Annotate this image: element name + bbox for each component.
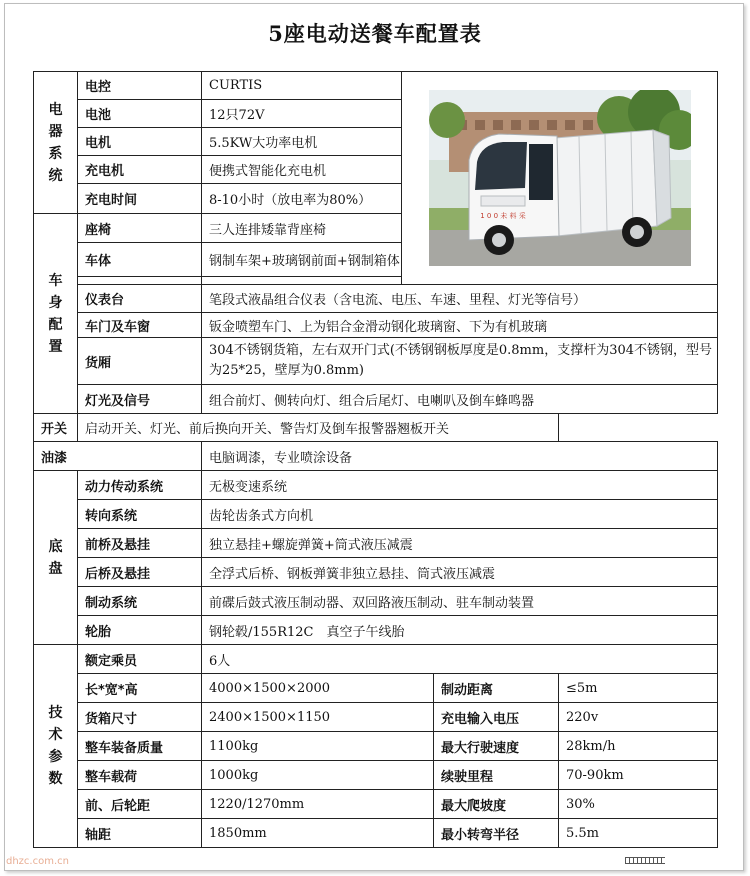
row-label: 前、后轮距 bbox=[78, 790, 202, 819]
table-row bbox=[34, 587, 718, 616]
row-label: 动力传动系统 bbox=[78, 471, 202, 500]
row-value: 笔段式液晶组合仪表（含电流、电压、车速、里程、灯光等信号） bbox=[202, 285, 718, 313]
row-value: 304不锈钢货箱，左右双开门式(不锈钢钢板厚度是0.8mm，支撑杆为304不锈钢，型号为25*25，壁厚为0.8mm) bbox=[202, 338, 718, 385]
row-value: 6人 bbox=[202, 645, 718, 674]
row-value: 启动开关、灯光、前后换向开关、警告灯及倒车报警器翘板开关 bbox=[78, 414, 559, 442]
table-row bbox=[34, 442, 718, 471]
section-paint: 油漆 bbox=[34, 442, 202, 471]
table-row bbox=[34, 761, 718, 790]
row-value: 12只72V bbox=[202, 100, 402, 128]
table-row bbox=[34, 313, 718, 338]
row-value: 5.5KW大功率电机 bbox=[202, 128, 402, 156]
row-label: 座椅 bbox=[78, 214, 202, 243]
table-row bbox=[34, 616, 718, 645]
row-value: 8-10小时（放电率为80%） bbox=[202, 184, 402, 214]
row-value: 1000kg bbox=[202, 761, 434, 790]
row-label: 车体 bbox=[78, 243, 202, 277]
row-value-2: 30% bbox=[559, 790, 718, 819]
row-label: 开关 bbox=[34, 414, 78, 442]
table-row bbox=[34, 500, 718, 529]
table-row bbox=[34, 385, 718, 414]
table-row bbox=[34, 645, 718, 674]
table-row bbox=[34, 471, 718, 500]
row-label: 仪表台 bbox=[78, 285, 202, 313]
table-row bbox=[34, 674, 718, 703]
row-label: 充电时间 bbox=[78, 184, 202, 214]
row-value: 齿轮齿条式方向机 bbox=[202, 500, 718, 529]
table-row bbox=[34, 338, 718, 385]
scale-bar bbox=[625, 857, 665, 864]
table-row bbox=[34, 72, 718, 100]
row-value: 便携式智能化充电机 bbox=[202, 156, 402, 184]
row-label-2: 最大行驶速度 bbox=[434, 732, 559, 761]
row-value-2: 70-90km bbox=[559, 761, 718, 790]
row-value: 三人连排矮靠背座椅 bbox=[202, 214, 402, 243]
row-label: 轮胎 bbox=[78, 616, 202, 645]
page-title: 5座电动送餐车配置表 bbox=[268, 21, 482, 46]
row-label-2: 最小转弯半径 bbox=[434, 819, 559, 848]
row-label: 货箱尺寸 bbox=[78, 703, 202, 732]
row-value-2: ≤5m bbox=[559, 674, 718, 703]
watermark: dhzc.com.cn bbox=[6, 856, 69, 867]
row-label: 后桥及悬挂 bbox=[78, 558, 202, 587]
row-value: 组合前灯、侧转向灯、组合后尾灯、电喇叭及倒车蜂鸣器 bbox=[202, 385, 718, 414]
row-value-2: 220v bbox=[559, 703, 718, 732]
row-label: 整车载荷 bbox=[78, 761, 202, 790]
table-row bbox=[34, 790, 718, 819]
row-value: 电脑调漆，专业喷涂设备 bbox=[202, 442, 718, 471]
row-value: 1850mm bbox=[202, 819, 434, 848]
spec-table bbox=[33, 71, 718, 848]
row-label: 车门及车窗 bbox=[78, 313, 202, 338]
table-row bbox=[34, 529, 718, 558]
van-side-text: 1 0 0 未 料 采 bbox=[479, 212, 526, 220]
row-label: 整车装备质量 bbox=[78, 732, 202, 761]
row-label: 额定乘员 bbox=[78, 645, 202, 674]
row-label: 充电机 bbox=[78, 156, 202, 184]
row-value: 全浮式后桥、钢板弹簧非独立悬挂、筒式液压减震 bbox=[202, 558, 718, 587]
row-label-2: 制动距离 bbox=[434, 674, 559, 703]
row-value: 4000×1500×2000 bbox=[202, 674, 434, 703]
row-label-2: 最大爬坡度 bbox=[434, 790, 559, 819]
table-row bbox=[34, 703, 718, 732]
row-label: 前桥及悬挂 bbox=[78, 529, 202, 558]
row-value: CURTIS bbox=[202, 72, 402, 100]
row-value-2: 28km/h bbox=[559, 732, 718, 761]
row-label-2: 续驶里程 bbox=[434, 761, 559, 790]
row-value: 2400×1500×1150 bbox=[202, 703, 434, 732]
table-row bbox=[34, 558, 718, 587]
row-value: 独立悬挂+螺旋弹簧+筒式液压减震 bbox=[202, 529, 718, 558]
row-label: 长*宽*高 bbox=[78, 674, 202, 703]
row-value: 前碟后鼓式液压制动器、双回路液压制动、驻车制动装置 bbox=[202, 587, 718, 616]
row-value: 1220/1270mm bbox=[202, 790, 434, 819]
table-row bbox=[34, 732, 718, 761]
row-value: 钢制车架+玻璃钢前面+钢制箱体 bbox=[202, 243, 402, 277]
table-row bbox=[34, 414, 718, 442]
row-label: 货厢 bbox=[78, 338, 202, 385]
row-label: 电控 bbox=[78, 72, 202, 100]
row-value: 无极变速系统 bbox=[202, 471, 718, 500]
row-value-2: 5.5m bbox=[559, 819, 718, 848]
row-label-2: 充电输入电压 bbox=[434, 703, 559, 732]
section-body: 车身配置 bbox=[34, 214, 78, 414]
row-label: 电池 bbox=[78, 100, 202, 128]
section-electrical: 电器系统 bbox=[34, 72, 78, 214]
row-value: 1100kg bbox=[202, 732, 434, 761]
row-label: 电机 bbox=[78, 128, 202, 156]
row-label: 转向系统 bbox=[78, 500, 202, 529]
vehicle-photo-cell bbox=[402, 72, 718, 285]
row-value: 钢轮毂/155R12C 真空子午线胎 bbox=[202, 616, 718, 645]
electric-food-delivery-van-image bbox=[429, 90, 691, 266]
row-label: 灯光及信号 bbox=[78, 385, 202, 414]
row-label: 轴距 bbox=[78, 819, 202, 848]
row-label: 制动系统 bbox=[78, 587, 202, 616]
section-chassis: 底盘 bbox=[34, 471, 78, 645]
table-row bbox=[34, 819, 718, 848]
table-row bbox=[34, 285, 718, 313]
row-value: 钣金喷塑车门、上为铝合金滑动钢化玻璃窗、下为有机玻璃 bbox=[202, 313, 718, 338]
section-tech: 技术参数 bbox=[34, 645, 78, 848]
